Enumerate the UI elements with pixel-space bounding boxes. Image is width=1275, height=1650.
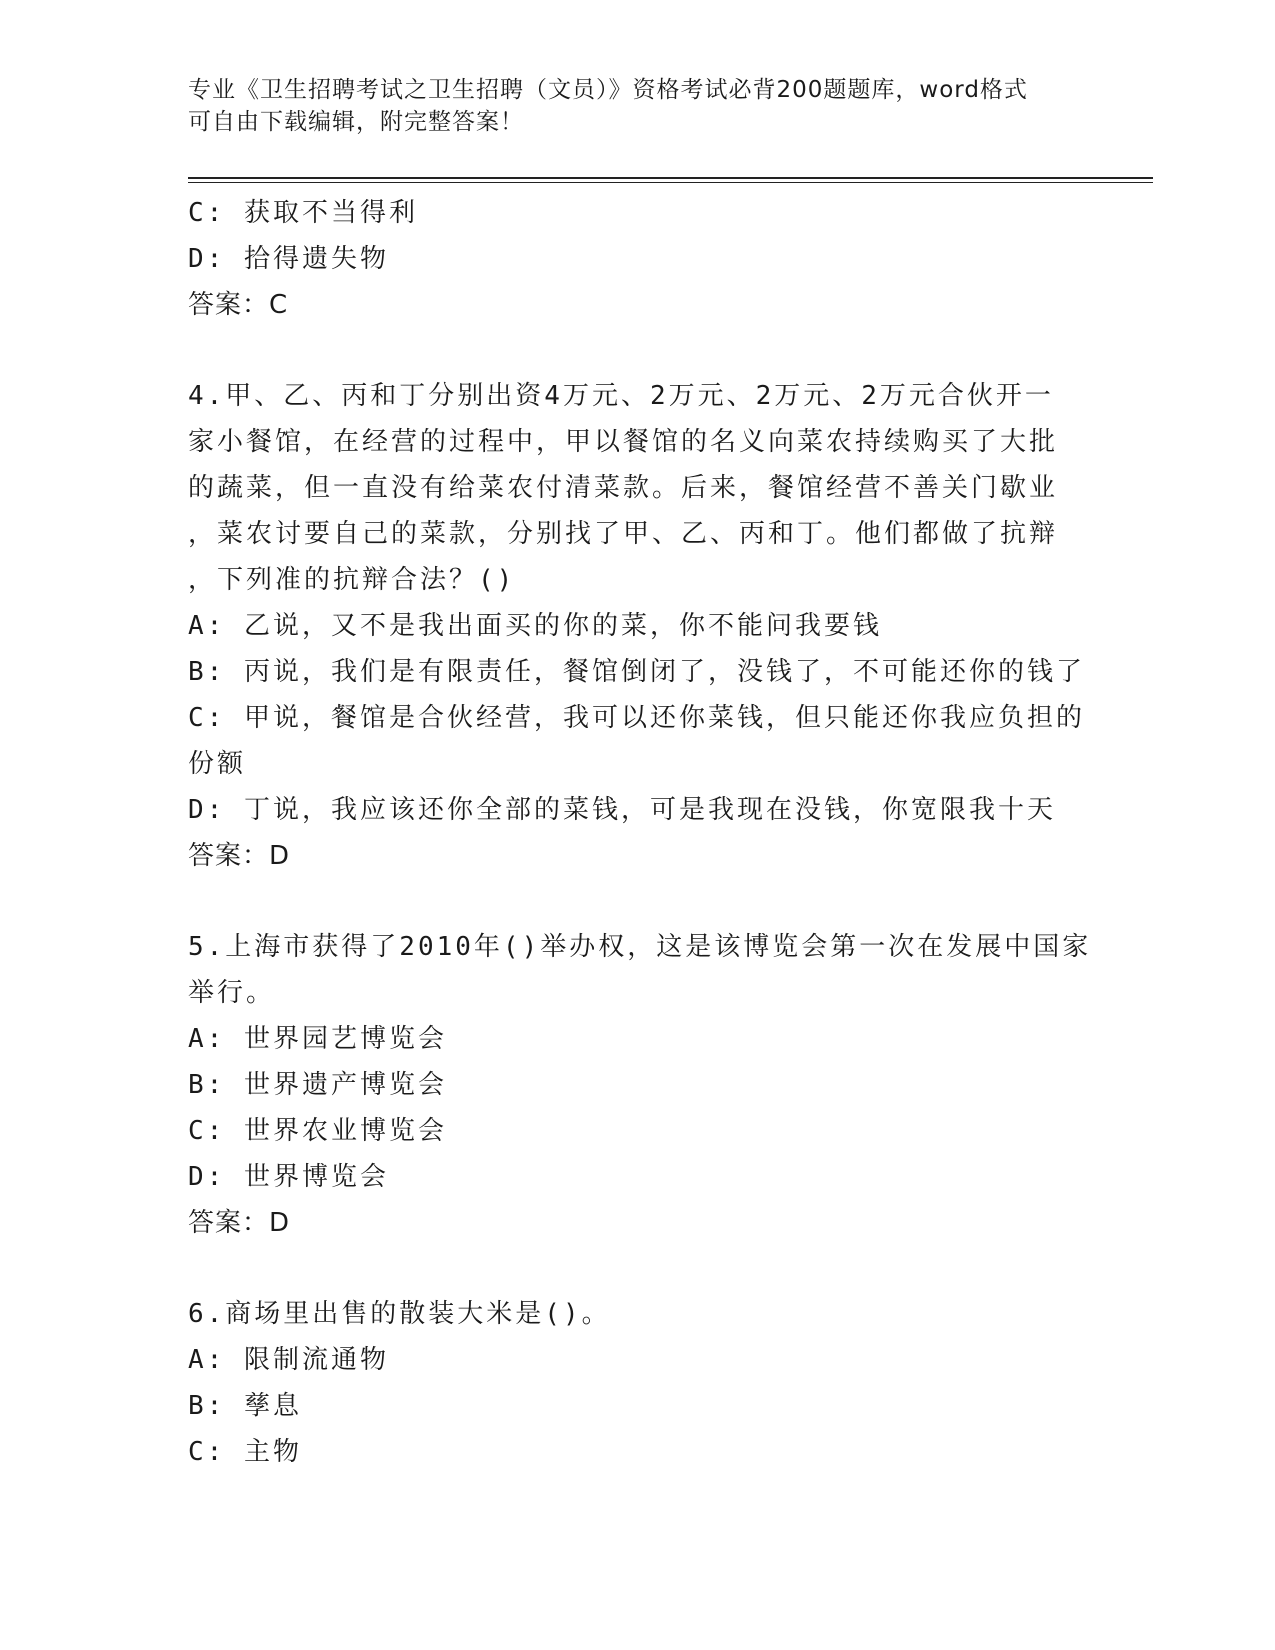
answer-line: 答案：C (188, 290, 289, 320)
option-c: C: 世界农业博览会 (188, 1116, 447, 1146)
spacer (188, 879, 1088, 924)
option-c: C: 获取不当得利 (188, 198, 418, 228)
option-b: B: 丙说，我们是有限责任，餐馆倒闭了，没钱了，不可能还你的钱了 (188, 657, 1085, 687)
question-text: 的蔬菜，但一直没有给菜农付清菜款。后来，餐馆经营不善关门歇业 (188, 473, 1059, 503)
question-text: 家小餐馆，在经营的过程中，甲以餐馆的名义向菜农持续购买了大批 (188, 427, 1059, 457)
header-divider-thin (188, 182, 1153, 183)
question-text: ，下列准的抗辩合法？() (188, 565, 516, 595)
option-a: A: 世界园艺博览会 (188, 1024, 447, 1054)
question-text: ，菜农讨要自己的菜款，分别找了甲、乙、丙和丁。他们都做了抗辩 (188, 519, 1059, 549)
header-divider-thick (188, 177, 1153, 179)
option-b: B: 孳息 (188, 1391, 302, 1421)
option-c: C: 甲说，餐馆是合伙经营，我可以还你菜钱，但只能还你我应负担的 (188, 703, 1085, 733)
question-text: 举行。 (188, 978, 276, 1008)
option-d: D: 世界博览会 (188, 1162, 389, 1192)
document-header (188, 74, 1088, 138)
header-line-1: 专业《卫生招聘考试之卫生招聘（文员）》资格考试必背200题题库，word格式 (188, 77, 1028, 103)
option-d: D: 拾得遗失物 (188, 244, 389, 274)
option-c: C: 主物 (188, 1437, 302, 1467)
question-6 (188, 1291, 1088, 1475)
option-a: A: 乙说，又不是我出面买的你的菜，你不能问我要钱 (188, 611, 882, 641)
option-c-continued: 份额 (188, 749, 247, 779)
question-4 (188, 373, 1088, 879)
question-text: 6.商场里出售的散装大米是()。 (188, 1299, 611, 1329)
option-b: B: 世界遗产博览会 (188, 1070, 447, 1100)
answer-line: 答案：D (188, 1208, 291, 1238)
spacer (188, 328, 1088, 373)
option-a: A: 限制流通物 (188, 1345, 389, 1375)
question-text: 5.上海市获得了2010年()举办权，这是该博览会第一次在发展中国家 (188, 932, 1092, 962)
question-5 (188, 924, 1092, 1246)
answer-line: 答案：D (188, 841, 291, 871)
option-d: D: 丁说，我应该还你全部的菜钱，可是我现在没钱，你宽限我十天 (188, 795, 1056, 825)
header-line-2: 可自由下载编辑，附完整答案！ (188, 109, 524, 135)
document-body (188, 190, 1092, 1475)
question-text: 4.甲、乙、丙和丁分别出资4万元、2万元、2万元、2万元合伙开一 (188, 381, 1054, 411)
question-3-tail (188, 190, 1088, 328)
spacer (188, 1246, 1088, 1291)
